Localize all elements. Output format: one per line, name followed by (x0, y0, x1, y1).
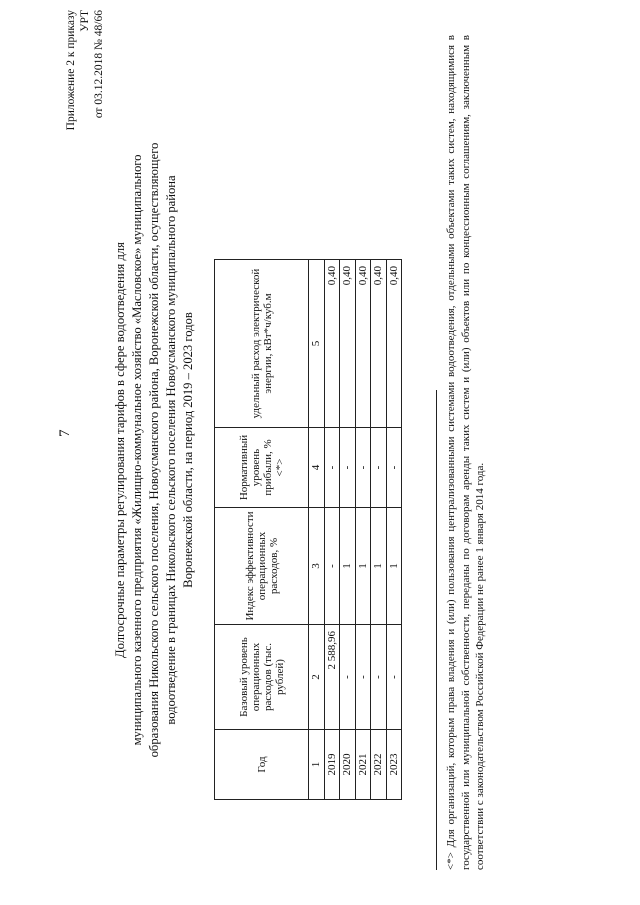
column-number-row (309, 260, 325, 800)
profit-level-cell: - (324, 428, 340, 508)
title-line: Долгосрочные параметры регулирования тарифов в сфере водоотведения для (113, 242, 127, 658)
energy-consumption-cell: 0,40 (324, 260, 340, 428)
efficiency-index-cell: - (324, 508, 340, 625)
energy-consumption-cell: 0,40 (355, 260, 371, 428)
year-cell: 2021 (355, 730, 371, 800)
appendix-reference (64, 10, 106, 150)
efficiency-index-cell: 1 (371, 508, 387, 625)
rotated-page (24, 10, 624, 890)
column-number: 3 (309, 508, 325, 625)
appendix-line: Приложение 2 к приказу УРТ (65, 10, 91, 131)
energy-consumption-cell: 0,40 (340, 260, 356, 428)
table-row (386, 260, 402, 800)
title-line: водоотведение в границах Никольского сельского поселения Новоусманского муниципального района (164, 175, 178, 725)
base-expenses-cell: - (386, 625, 402, 730)
column-number: 4 (309, 428, 325, 508)
column-header: Нормативный уровень прибыли, % <*> (215, 428, 309, 508)
column-header: Индекс эффективности операционных расходов, % (215, 508, 309, 625)
column-header: Базовый уровень операционных расходов (тыс. рублей) (215, 625, 309, 730)
column-number: 2 (309, 625, 325, 730)
page-number: 7 (57, 429, 73, 437)
energy-consumption-cell: 0,40 (371, 260, 387, 428)
efficiency-index-cell: 1 (386, 508, 402, 625)
profit-level-cell: - (355, 428, 371, 508)
column-number: 1 (309, 730, 325, 800)
base-expenses-cell: - (371, 625, 387, 730)
base-expenses-cell: 2 588,96 (324, 625, 340, 730)
table-row (355, 260, 371, 800)
footnote-separator (436, 390, 437, 870)
efficiency-index-cell: 1 (355, 508, 371, 625)
efficiency-index-cell: 1 (340, 508, 356, 625)
table-row (324, 260, 340, 800)
base-expenses-cell: - (340, 625, 356, 730)
year-cell: 2022 (371, 730, 387, 800)
table-row (340, 260, 356, 800)
profit-level-cell: - (371, 428, 387, 508)
column-number: 5 (309, 260, 325, 428)
base-expenses-cell: - (355, 625, 371, 730)
document-title (112, 90, 197, 810)
table-header-row (215, 260, 309, 800)
profit-level-cell: - (340, 428, 356, 508)
energy-consumption-cell: 0,40 (386, 260, 402, 428)
year-cell: 2023 (386, 730, 402, 800)
appendix-line: от 03.12.2018 № 48/66 (93, 10, 105, 119)
title-line: Воронежской области, на период 2019 – 2023 годов (181, 312, 195, 588)
title-line: образования Никольского сельского поселения, Новоусманского района, Воронежской области, осуществляющего (147, 142, 161, 758)
profit-level-cell: - (386, 428, 402, 508)
footnote: <*> Для организаций, которым права владения и (или) пользования централизованными системами водоотведения, отдельными объектами таких систем, находящимися в государственной или муниципальной собственности, переданы по договорам аренды таких систем и (или) объектов или по концессионным соглашениям, заключенным в соответствии с законодательством Российской Федерации не ранее 1 января 2014 года. (445, 35, 486, 870)
title-line: муниципального казенного предприятия «Жилищно-коммунальное хозяйство «Масловское» муниципального (130, 154, 144, 746)
year-cell: 2020 (340, 730, 356, 800)
tariff-table (214, 259, 402, 800)
column-header: Год (215, 730, 309, 800)
table-row (371, 260, 387, 800)
column-header: удельный расход электрической энергии, кВт*ч/куб.м (215, 260, 309, 428)
year-cell: 2019 (324, 730, 340, 800)
